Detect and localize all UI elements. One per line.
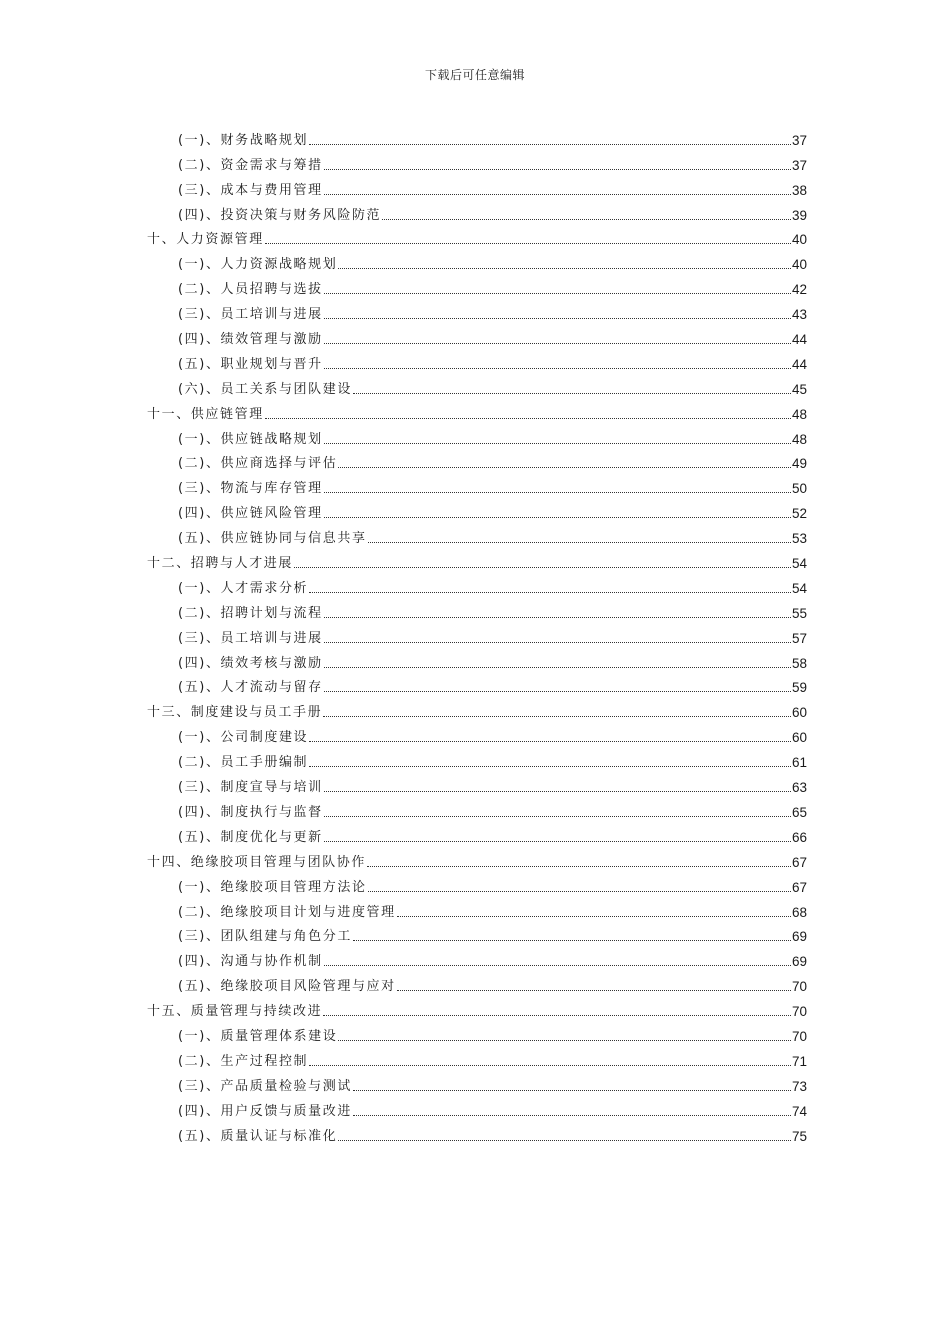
toc-section-entry[interactable]: [147, 622, 807, 647]
toc-entry-page-number: 54: [791, 556, 807, 572]
toc-entry-page-number: 67: [791, 854, 807, 870]
toc-entry-title: (五)、人才流动与留存: [178, 680, 323, 696]
toc-dot-leader: [338, 1140, 791, 1141]
toc-entry-title: (三)、产品质量检验与测试: [178, 1078, 352, 1094]
toc-section-entry[interactable]: [147, 746, 807, 771]
toc-entry-title: (五)、制度优化与更新: [178, 829, 323, 845]
toc-dot-leader: [324, 667, 791, 668]
toc-entry-title: (六)、员工关系与团队建设: [178, 381, 352, 397]
toc-entry-page-number: 40: [791, 257, 807, 273]
toc-dot-leader: [338, 1040, 791, 1041]
toc-entry-title: (一)、人才需求分析: [178, 580, 309, 596]
toc-entry-title: (一)、人力资源战略规划: [178, 257, 338, 273]
toc-entry-title: (四)、制度执行与监督: [178, 804, 323, 820]
toc-entry-page-number: 63: [791, 780, 807, 796]
toc-entry-page-number: 40: [791, 232, 807, 248]
toc-dot-leader: [397, 990, 791, 991]
toc-section-entry[interactable]: [147, 771, 807, 796]
table-of-contents: [147, 124, 807, 1145]
toc-entry-title: (五)、供应链协同与信息共享: [178, 531, 367, 547]
toc-dot-leader: [309, 144, 791, 145]
toc-section-entry[interactable]: [147, 721, 807, 746]
toc-entry-title: (三)、团队组建与角色分工: [178, 929, 352, 945]
toc-section-entry[interactable]: [147, 1120, 807, 1145]
toc-chapter-entry[interactable]: [147, 398, 807, 423]
toc-section-entry[interactable]: [147, 149, 807, 174]
toc-entry-title: (四)、绩效管理与激励: [178, 332, 323, 348]
toc-section-entry[interactable]: [147, 871, 807, 896]
toc-entry-title: (三)、员工培训与进展: [178, 307, 323, 323]
toc-dot-leader: [353, 1115, 791, 1116]
toc-entry-title: (五)、质量认证与标准化: [178, 1128, 338, 1144]
toc-entry-title: (三)、制度宣导与培训: [178, 780, 323, 796]
toc-entry-title: (一)、供应链战略规划: [178, 431, 323, 447]
toc-entry-page-number: 59: [791, 680, 807, 696]
toc-dot-leader: [338, 268, 791, 269]
toc-section-entry[interactable]: [147, 970, 807, 995]
toc-section-entry[interactable]: [147, 522, 807, 547]
toc-dot-leader: [324, 293, 791, 294]
toc-section-entry[interactable]: [147, 1095, 807, 1120]
toc-section-entry[interactable]: [147, 647, 807, 672]
toc-dot-leader: [338, 467, 791, 468]
toc-dot-leader: [309, 741, 791, 742]
toc-dot-leader: [324, 443, 791, 444]
toc-entry-title: (三)、物流与库存管理: [178, 481, 323, 497]
toc-entry-page-number: 48: [791, 431, 807, 447]
toc-dot-leader: [353, 1090, 791, 1091]
toc-entry-title: (二)、人员招聘与选拔: [178, 282, 323, 298]
toc-entry-title: (二)、绝缘胶项目计划与进度管理: [178, 904, 396, 920]
toc-dot-leader: [265, 243, 791, 244]
toc-entry-page-number: 37: [791, 132, 807, 148]
toc-section-entry[interactable]: [147, 1045, 807, 1070]
toc-chapter-entry[interactable]: [147, 696, 807, 721]
toc-entry-title: (四)、沟通与协作机制: [178, 954, 323, 970]
toc-entry-title: (二)、生产过程控制: [178, 1053, 309, 1069]
toc-section-entry[interactable]: [147, 597, 807, 622]
toc-dot-leader: [353, 940, 791, 941]
toc-entry-page-number: 60: [791, 730, 807, 746]
toc-section-entry[interactable]: [147, 896, 807, 921]
toc-section-entry[interactable]: [147, 821, 807, 846]
toc-entry-page-number: 74: [791, 1103, 807, 1119]
toc-entry-title: (四)、供应链风险管理: [178, 506, 323, 522]
toc-entry-title: (二)、供应商选择与评估: [178, 456, 338, 472]
toc-entry-page-number: 48: [791, 406, 807, 422]
toc-section-entry[interactable]: [147, 373, 807, 398]
toc-entry-page-number: 43: [791, 307, 807, 323]
toc-entry-title: 十五、质量管理与持续改进: [147, 1004, 323, 1020]
toc-entry-page-number: 53: [791, 531, 807, 547]
toc-dot-leader: [265, 418, 791, 419]
toc-entry-page-number: 44: [791, 356, 807, 372]
toc-entry-page-number: 52: [791, 506, 807, 522]
toc-section-entry[interactable]: [147, 298, 807, 323]
toc-entry-page-number: 61: [791, 755, 807, 771]
toc-entry-title: (二)、资金需求与筹措: [178, 157, 323, 173]
toc-entry-page-number: 42: [791, 282, 807, 298]
toc-entry-page-number: 49: [791, 456, 807, 472]
toc-section-entry[interactable]: [147, 1070, 807, 1095]
toc-entry-page-number: 50: [791, 481, 807, 497]
toc-entry-page-number: 67: [791, 879, 807, 895]
toc-chapter-entry[interactable]: [147, 224, 807, 249]
toc-entry-title: (一)、绝缘胶项目管理方法论: [178, 879, 367, 895]
toc-dot-leader: [324, 642, 791, 643]
toc-section-entry[interactable]: [147, 572, 807, 597]
toc-dot-leader: [382, 219, 791, 220]
toc-entry-page-number: 70: [791, 1004, 807, 1020]
toc-entry-page-number: 69: [791, 929, 807, 945]
page-header: 下载后可任意编辑: [424, 68, 525, 82]
toc-section-entry[interactable]: [147, 1020, 807, 1045]
toc-dot-leader: [324, 691, 791, 692]
toc-chapter-entry[interactable]: [147, 547, 807, 572]
toc-section-entry[interactable]: [147, 348, 807, 373]
toc-section-entry[interactable]: [147, 174, 807, 199]
toc-entry-page-number: 38: [791, 182, 807, 198]
toc-section-entry[interactable]: [147, 124, 807, 149]
toc-entry-title: (四)、用户反馈与质量改进: [178, 1103, 352, 1119]
toc-dot-leader: [324, 841, 791, 842]
toc-entry-page-number: 37: [791, 157, 807, 173]
toc-dot-leader: [324, 965, 791, 966]
toc-dot-leader: [309, 766, 791, 767]
toc-entry-page-number: 54: [791, 580, 807, 596]
toc-entry-title: (三)、员工培训与进展: [178, 630, 323, 646]
toc-entry-title: (四)、投资决策与财务风险防范: [178, 207, 382, 223]
toc-dot-leader: [397, 916, 791, 917]
toc-section-entry[interactable]: [147, 323, 807, 348]
toc-entry-page-number: 71: [791, 1053, 807, 1069]
toc-dot-leader: [294, 567, 791, 568]
toc-entry-page-number: 57: [791, 630, 807, 646]
toc-dot-leader: [324, 517, 791, 518]
toc-entry-title: (三)、成本与费用管理: [178, 182, 323, 198]
toc-entry-page-number: 44: [791, 332, 807, 348]
toc-dot-leader: [367, 866, 791, 867]
toc-dot-leader: [324, 492, 791, 493]
toc-entry-page-number: 66: [791, 829, 807, 845]
toc-entry-page-number: 73: [791, 1078, 807, 1094]
toc-entry-page-number: 70: [791, 979, 807, 995]
toc-dot-leader: [353, 393, 791, 394]
toc-entry-page-number: 65: [791, 804, 807, 820]
toc-dot-leader: [324, 791, 791, 792]
toc-dot-leader: [324, 169, 791, 170]
toc-entry-title: (一)、公司制度建设: [178, 730, 309, 746]
toc-section-entry[interactable]: [147, 497, 807, 522]
toc-dot-leader: [323, 716, 791, 717]
toc-entry-page-number: 39: [791, 207, 807, 223]
toc-entry-page-number: 60: [791, 705, 807, 721]
toc-entry-title: 十四、绝缘胶项目管理与团队协作: [147, 854, 367, 870]
toc-dot-leader: [324, 368, 791, 369]
toc-entry-page-number: 45: [791, 381, 807, 397]
toc-entry-title: 十、人力资源管理: [147, 232, 264, 248]
toc-section-entry[interactable]: [147, 199, 807, 224]
toc-entry-title: (二)、员工手册编制: [178, 755, 309, 771]
toc-entry-title: 十三、制度建设与员工手册: [147, 705, 323, 721]
toc-entry-title: (五)、职业规划与晋升: [178, 356, 323, 372]
toc-section-entry[interactable]: [147, 921, 807, 946]
toc-section-entry[interactable]: [147, 472, 807, 497]
toc-dot-leader: [324, 617, 791, 618]
toc-chapter-entry[interactable]: [147, 846, 807, 871]
toc-chapter-entry[interactable]: [147, 995, 807, 1020]
toc-entry-page-number: 68: [791, 904, 807, 920]
toc-entry-page-number: 70: [791, 1028, 807, 1044]
toc-dot-leader: [324, 343, 791, 344]
toc-dot-leader: [309, 1065, 791, 1066]
toc-dot-leader: [324, 194, 791, 195]
toc-dot-leader: [309, 592, 791, 593]
toc-entry-title: 十一、供应链管理: [147, 406, 264, 422]
toc-entry-title: 十二、招聘与人才进展: [147, 556, 294, 572]
toc-dot-leader: [368, 891, 791, 892]
toc-section-entry[interactable]: [147, 945, 807, 970]
toc-section-entry[interactable]: [147, 672, 807, 697]
toc-section-entry[interactable]: [147, 423, 807, 448]
toc-entry-title: (二)、招聘计划与流程: [178, 605, 323, 621]
toc-dot-leader: [324, 816, 791, 817]
toc-dot-leader: [323, 1015, 791, 1016]
toc-section-entry[interactable]: [147, 796, 807, 821]
toc-entry-page-number: 55: [791, 605, 807, 621]
toc-entry-page-number: 69: [791, 954, 807, 970]
toc-entry-title: (一)、质量管理体系建设: [178, 1028, 338, 1044]
toc-entry-title: (四)、绩效考核与激励: [178, 655, 323, 671]
toc-dot-leader: [324, 318, 791, 319]
toc-section-entry[interactable]: [147, 448, 807, 473]
toc-entry-title: (一)、财务战略规划: [178, 132, 309, 148]
toc-entry-title: (五)、绝缘胶项目风险管理与应对: [178, 979, 396, 995]
toc-dot-leader: [368, 542, 791, 543]
toc-section-entry[interactable]: [147, 273, 807, 298]
toc-section-entry[interactable]: [147, 248, 807, 273]
toc-entry-page-number: 75: [791, 1128, 807, 1144]
toc-entry-page-number: 58: [791, 655, 807, 671]
